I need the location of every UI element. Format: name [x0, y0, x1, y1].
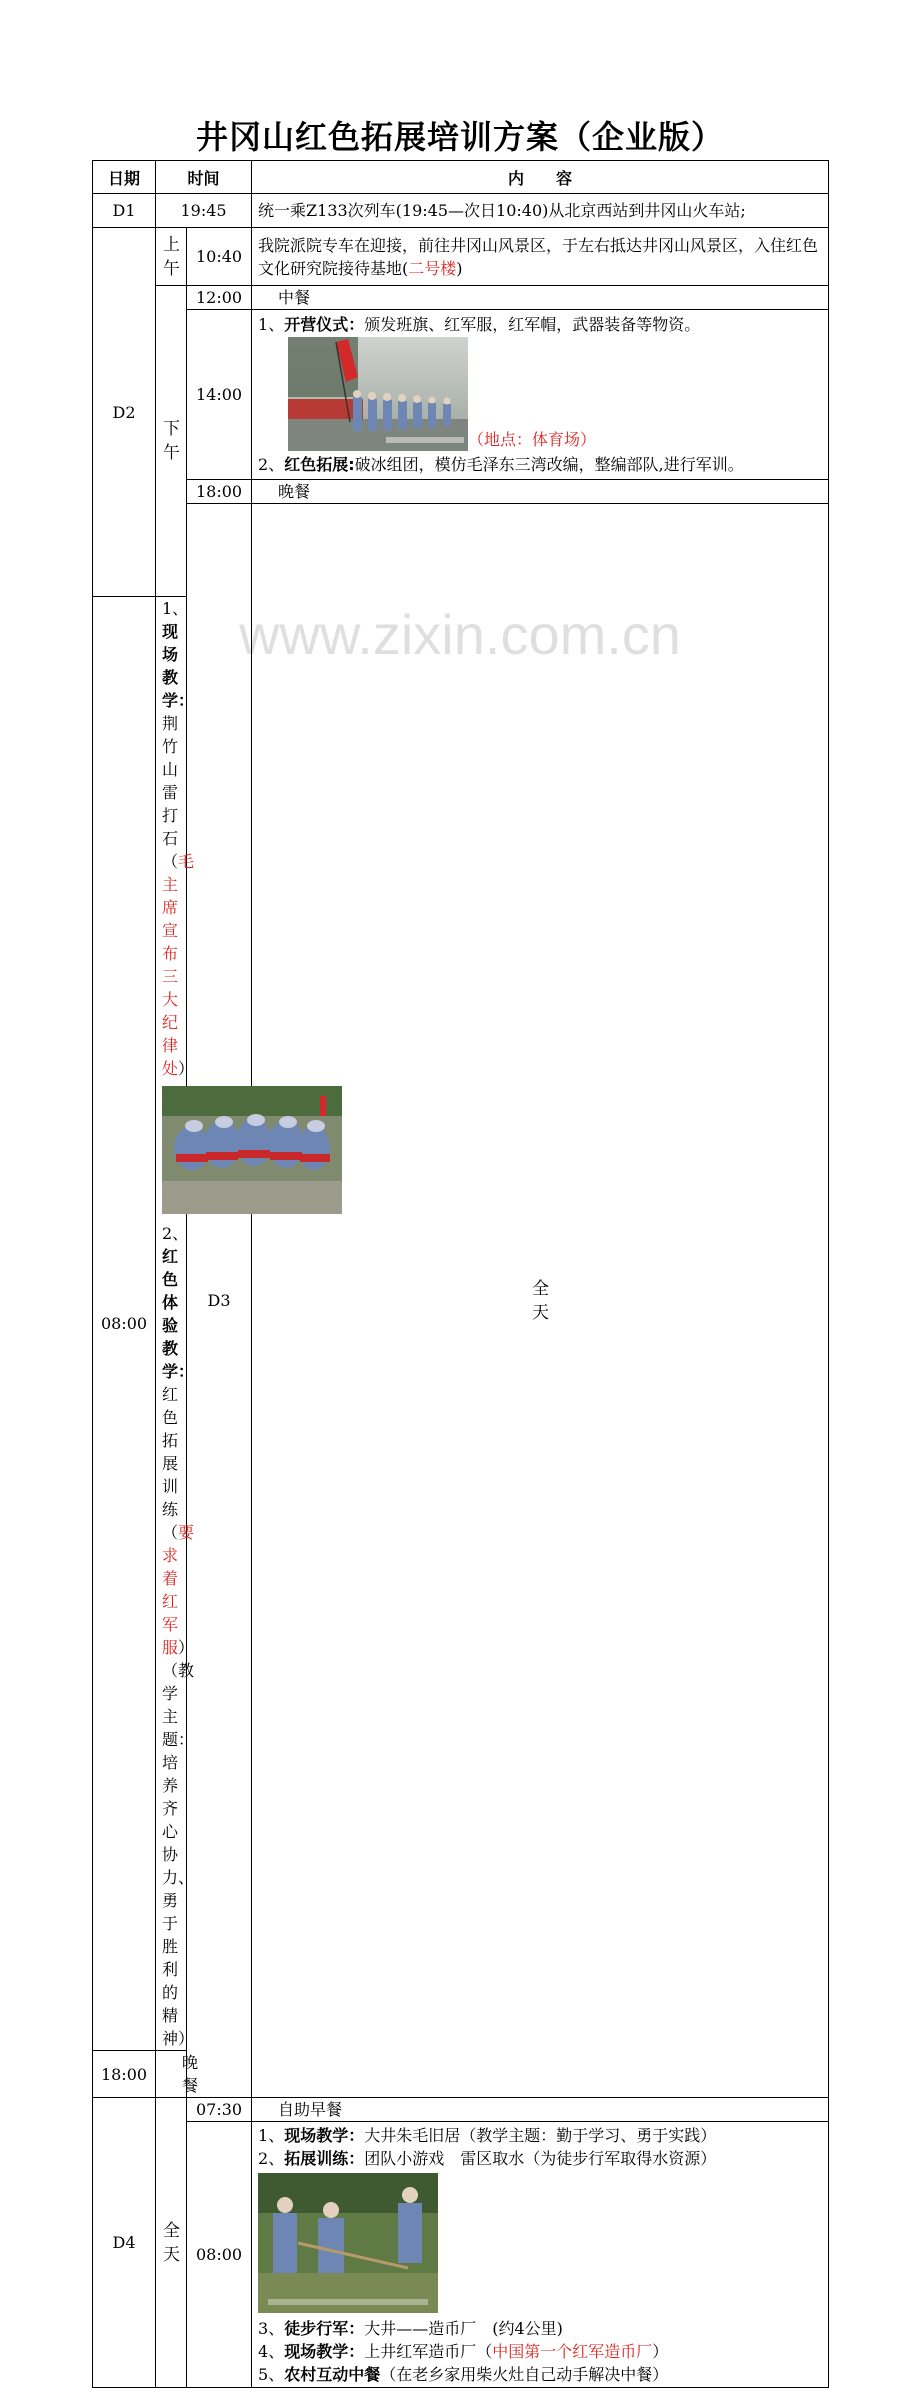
- time-cell: 08:00: [187, 2122, 252, 2388]
- watermark: www.zixin.com.cn: [239, 603, 681, 666]
- item-heading: 农村互动中餐: [284, 2364, 381, 2384]
- content-text: 我院派院专车在迎接，前往井冈山风景区，于左右抵达井冈山风景区，入住红色文化研究院接待基地(: [258, 235, 819, 278]
- table-row: [93, 286, 829, 310]
- content-text: 团队小游戏 雷区取水（为徒步行军取得水资源）: [364, 2148, 717, 2168]
- content-text: 大井——造币厂 (约4公里): [364, 2318, 563, 2338]
- water-fetching-photo: [258, 2173, 438, 2313]
- day-label: D3: [187, 504, 252, 2098]
- content-line: 1、现场教学：荆竹山雷打石（毛主席宣布三大纪律处）: [162, 599, 195, 1078]
- content-line: 2、拓展训练：团队小游戏 雷区取水（为徒步行军取得水资源）: [258, 2148, 717, 2168]
- content-cell: 晚餐: [252, 480, 829, 504]
- table-header-row: [93, 161, 829, 194]
- content-line: 5、农村互动中餐（在老乡家用柴火灶自己动手解决中餐）: [258, 2364, 669, 2384]
- item-heading: 开营仪式：: [284, 315, 365, 334]
- document-title: 井冈山红色拓展培训方案（企业版）: [195, 118, 724, 156]
- content-text: ）（教学主题：培养齐心协力、勇于胜利的精神）: [162, 1638, 195, 2048]
- table-row: [93, 2098, 829, 2122]
- content-line: 2、红色体验教学：红色拓展训练（要求着红军服）（教学主题：培养齐心协力、勇于胜利的精神）: [162, 1224, 195, 2048]
- location-label: 地点：体育场: [484, 430, 581, 449]
- highlight-text: 要求着红军服: [162, 1523, 195, 1657]
- item-heading: 红色拓展:: [284, 455, 355, 474]
- table-row: [93, 228, 829, 286]
- table-row: [93, 480, 829, 504]
- time-cell: 12:00: [187, 286, 252, 310]
- item-heading: 现场教学：: [284, 2341, 365, 2361]
- time-cell: 18:00: [187, 480, 252, 504]
- period-cell: [156, 2098, 187, 2388]
- highlight-text: 二号楼: [408, 258, 457, 278]
- content-text: 颁发班旗、红军服，红军帽，武器装备等物资。: [364, 315, 701, 334]
- item-heading: 红色体验教学：: [162, 1247, 195, 1381]
- content-cell: 统一乘Z133次列车(19:45—次日10:40)从北京西站到井冈山火车站;: [252, 194, 829, 228]
- content-line: 1、现场教学：大井朱毛旧居（教学主题：勤于学习、勇于实践）: [258, 2125, 717, 2145]
- table-row: [93, 310, 829, 480]
- content-cell: 中餐: [252, 286, 829, 310]
- content-text: 红色拓展训练（: [162, 1385, 179, 1542]
- content-cell: 自助早餐: [252, 2098, 829, 2122]
- highlight-text: 中国第一个红军造币厂: [492, 2341, 653, 2361]
- period-label: 全天: [163, 2220, 180, 2265]
- day-label: D4: [93, 2098, 156, 2388]
- time-cell: 08:00: [93, 597, 156, 2051]
- content-line: 3、徒步行军：大井——造币厂 (约4公里): [258, 2318, 563, 2338]
- period-cell: [156, 286, 187, 597]
- photo-row: [288, 337, 822, 451]
- item-heading: 现场教学：: [284, 2125, 365, 2145]
- table-row: [93, 504, 829, 597]
- header-content: 内 容: [252, 161, 829, 194]
- content-line: 2、红色拓展:破冰组团，模仿毛泽东三湾改编，整编部队,进行军训。: [258, 455, 744, 474]
- schedule-table: [92, 160, 829, 2388]
- content-text: 大井朱毛旧居（教学主题：勤于学习、勇于实践）: [364, 2125, 717, 2145]
- team-circle-photo: [162, 1086, 342, 1214]
- table-row: [93, 2122, 829, 2388]
- photo-caption: （地点：体育场）: [468, 430, 597, 449]
- time-cell: 07:30: [187, 2098, 252, 2122]
- content-cell: [252, 2122, 829, 2388]
- period-cell: [156, 228, 187, 286]
- content-cell: [252, 228, 829, 286]
- content-text: 荆竹山雷打石（: [162, 714, 179, 871]
- table-row: [93, 194, 829, 228]
- time-cell: 18:00: [93, 2051, 156, 2098]
- item-heading: 拓展训练：: [284, 2148, 365, 2168]
- time-cell: 19:45: [156, 194, 252, 228]
- highlight-text: 毛主席宣布三大纪律处: [162, 852, 195, 1078]
- day-label: D2: [93, 228, 156, 597]
- content-cell: [252, 310, 829, 480]
- content-text: ): [456, 258, 463, 278]
- period-label: 全天: [532, 1278, 550, 1323]
- content-text: 上井红军造币厂（: [364, 2341, 493, 2361]
- content-cell: 晚餐: [156, 2051, 187, 2098]
- day-label: D1: [93, 194, 156, 228]
- period-cell: [252, 504, 829, 2098]
- content-line: 4、现场教学：上井红军造币厂（中国第一个红军造币厂）: [258, 2341, 669, 2361]
- item-heading: 现场教学：: [162, 622, 195, 710]
- header-time: 时间: [156, 161, 252, 194]
- period-label: 上午: [163, 234, 180, 279]
- content-text: 破冰组团，模仿毛泽东三湾改编，整编部队,进行军训。: [354, 455, 744, 474]
- period-label: 下午: [163, 419, 180, 463]
- header-date: 日期: [93, 161, 156, 194]
- time-cell: 10:40: [187, 228, 252, 286]
- content-cell: [156, 597, 195, 2051]
- content-line: 1、开营仪式：颁发班旗、红军服，红军帽，武器装备等物资。: [258, 315, 701, 334]
- opening-ceremony-photo: [288, 337, 468, 451]
- item-heading: 徒步行军：: [284, 2318, 365, 2338]
- time-cell: 14:00: [187, 310, 252, 480]
- content-text: （在老乡家用柴火灶自己动手解决中餐）: [380, 2364, 669, 2384]
